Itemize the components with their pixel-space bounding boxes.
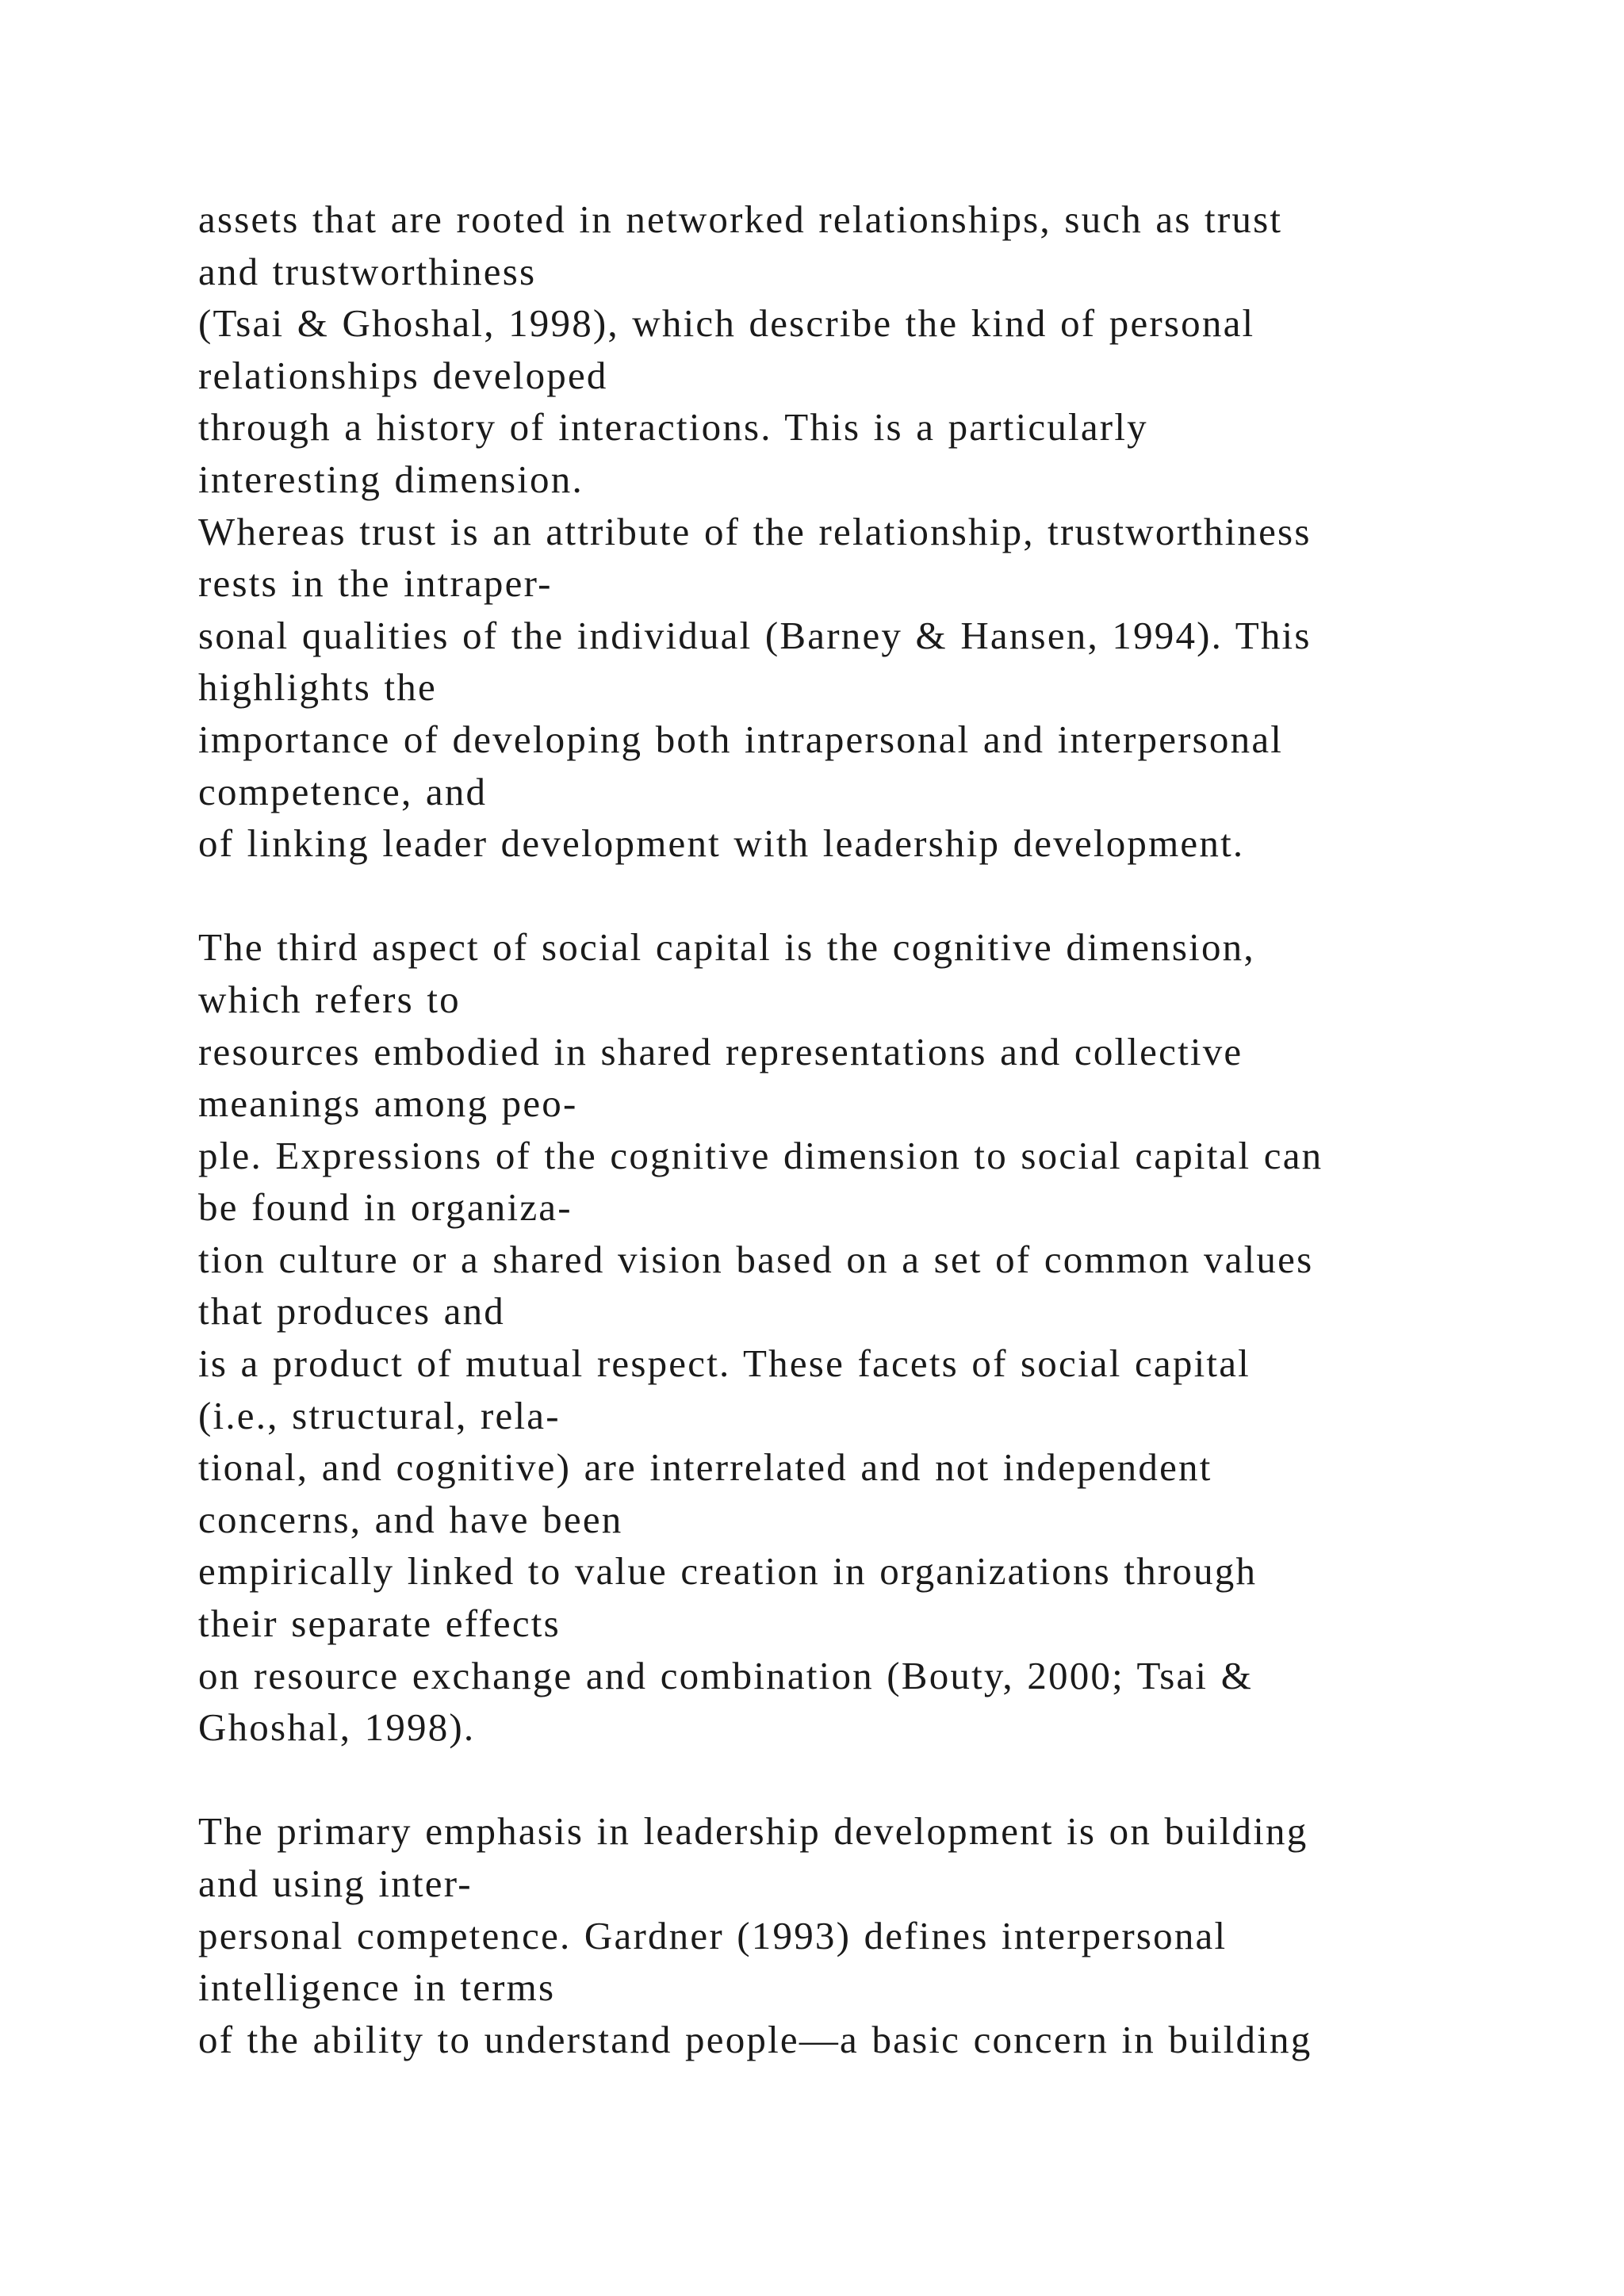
text-line: competence, and: [198, 769, 488, 813]
text-line: relationships developed: [198, 353, 608, 397]
text-line: their separate effects: [198, 1601, 561, 1646]
text-line: and trustworthiness: [198, 249, 537, 293]
text-line: importance of developing both intrapersonal and interpersonal: [198, 717, 1284, 761]
text-line: The primary emphasis in leadership development is on building: [198, 1809, 1308, 1854]
text-line: The third aspect of social capital is the cognitive dimension,: [198, 925, 1255, 970]
paragraph-break: [198, 870, 1483, 922]
text-line: on resource exchange and combination (Bouty, 2000; Tsai &: [198, 1653, 1254, 1697]
text-line: which refers to: [198, 977, 461, 1021]
text-line: of the ability to understand people—a basic concern in building: [198, 2017, 1312, 2061]
text-line: sonal qualities of the individual (Barney & Hansen, 1994). This: [198, 613, 1312, 657]
text-line: rests in the intraper-: [198, 561, 553, 606]
text-line: (i.e., structural, rela-: [198, 1393, 561, 1437]
text-line: assets that are rooted in networked relationships, such as trust: [198, 197, 1283, 241]
text-line: tional, and cognitive) are interrelated and not independent: [198, 1445, 1212, 1490]
paragraph-break: [198, 1754, 1483, 1806]
text-line: empirically linked to value creation in organizations through: [198, 1549, 1258, 1594]
text-line: ple. Expressions of the cognitive dimension to social capital can: [198, 1133, 1323, 1177]
text-line: Ghoshal, 1998).: [198, 1705, 476, 1750]
text-line: meanings among peo-: [198, 1081, 578, 1126]
text-line: interesting dimension.: [198, 457, 584, 501]
text-line: be found in organiza-: [198, 1185, 573, 1230]
text-line: is a product of mutual respect. These facets of social capital: [198, 1341, 1251, 1386]
text-line: through a history of interactions. This is a particularly: [198, 405, 1148, 450]
text-line: and using inter-: [198, 1862, 473, 1905]
text-line: that produces and: [198, 1289, 506, 1334]
text-line: (Tsai & Ghoshal, 1998), which describe the kind of personal: [198, 301, 1255, 346]
text-line: personal competence. Gardner (1993) defines interpersonal: [198, 1913, 1228, 1957]
text-line: Whereas trust is an attribute of the relationship, trustworthiness: [198, 509, 1312, 553]
text-line: concerns, and have been: [198, 1497, 623, 1541]
text-line: tion culture or a shared vision based on a set of common values: [198, 1237, 1314, 1281]
text-line: highlights the: [198, 665, 437, 710]
text-line: intelligence in terms: [198, 1965, 556, 2010]
body-text: [198, 193, 1483, 2065]
text-line: resources embodied in shared representations and collective: [198, 1029, 1243, 1073]
text-line: of linking leader development with leadership development.: [198, 821, 1245, 866]
